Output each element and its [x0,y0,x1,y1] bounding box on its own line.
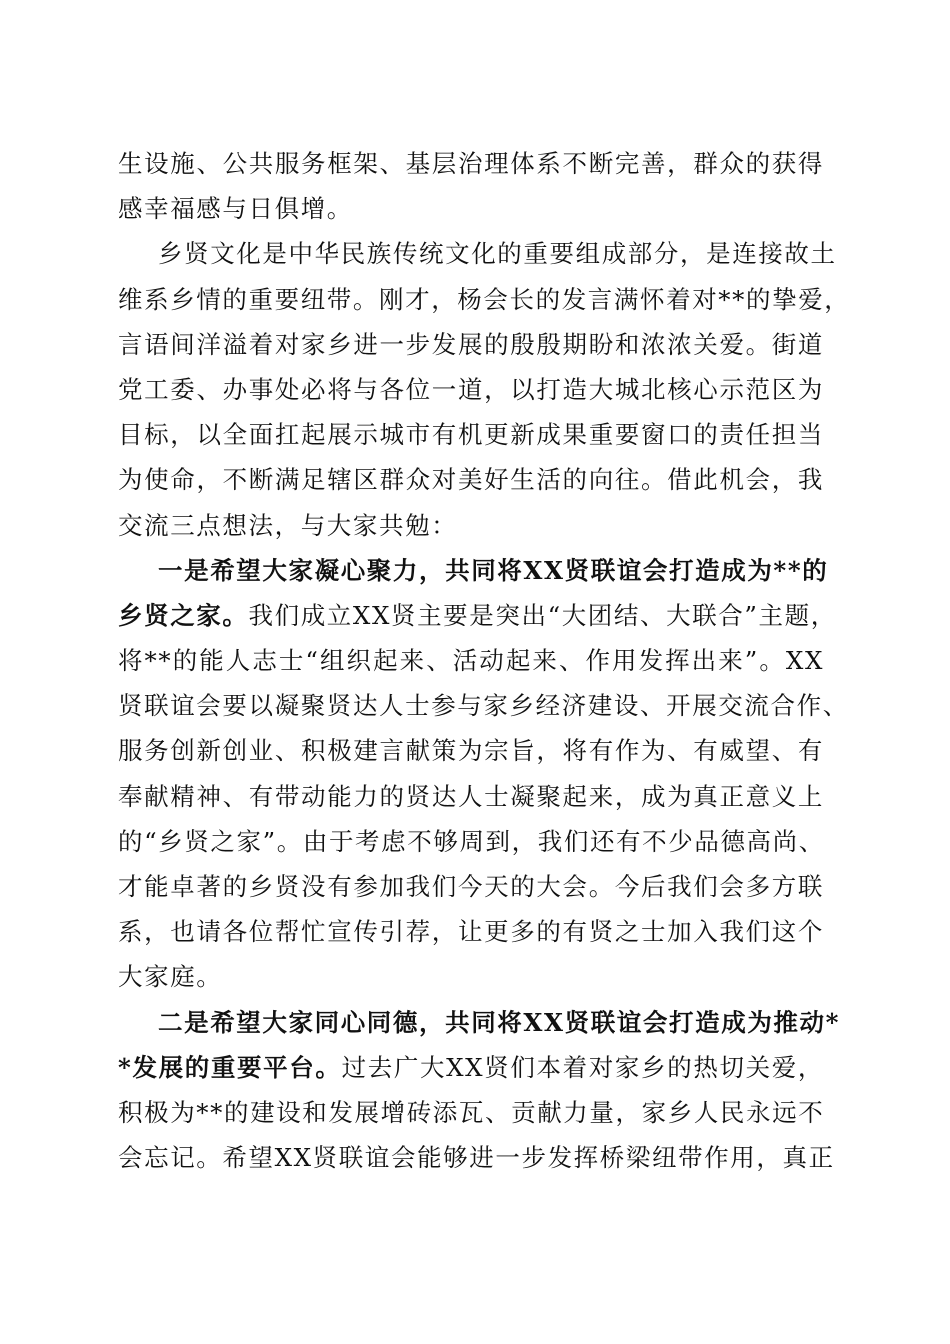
paragraph-line [118,1135,835,1180]
paragraph-line [118,1045,824,1090]
paragraph-text: 奉献精神、有带动能力的贤达人士凝聚起来，成为真正意义上 [118,781,824,811]
paragraph-line [118,819,824,864]
paragraph-line: 维系乡情的重要纽带。刚才，杨会长的发言满怀着对**的挚爱， [118,284,851,314]
paragraph-text: 我们成立XX贤主要是突出“大团结、大联合”主题， [248,600,837,630]
paragraph-text: 将**的能人志士“组织起来、活动起来、作用发挥出来”。XX [118,646,824,676]
bold-heading-text: *发展的重要平台。 [118,1052,342,1082]
bold-heading-text: 二是希望大家同心同德，共同将XX贤联谊会打造成为推动* [158,1007,841,1037]
paragraph-text: 过去广大XX贤们本着对家乡的热切关爱， [341,1052,824,1082]
paragraph-line: 感幸福感与日俱增。 [118,194,353,224]
document-body [118,141,851,1180]
paragraph-text: 服务创新创业、积极建言献策为宗旨，将有作为、有威望、有 [118,736,824,766]
paragraph-line [118,909,824,954]
paragraph-line [118,1090,824,1135]
paragraph-text: 会忘记。希望XX贤联谊会能够进一步发挥桥梁纽带作用，真正 [118,1143,835,1173]
paragraph-line [118,728,824,773]
paragraph-line: 党工委、办事处必将与各位一道，以打造大城北核心示范区为 [118,374,824,404]
paragraph-line [118,1000,841,1045]
paragraph-line: 生设施、公共服务框架、基层治理体系不断完善，群众的获得 [118,149,824,178]
paragraph-line [118,864,824,909]
paragraph-line: 目标，以全面扛起展示城市有机更新成果重要窗口的责任担当 [118,420,824,450]
paragraph-line: 乡贤文化是中华民族传统文化的重要组成部分，是连接故土 [158,239,837,269]
paragraph-line: 言语间洋溢着对家乡进一步发展的殷殷期盼和浓浓关爱。街道 [118,329,824,359]
paragraph-line [118,593,837,638]
paragraph-line [118,954,824,999]
paragraph-text: 系，也请各位帮忙宣传引荐，让更多的有贤之士加入我们这个 [118,917,824,947]
paragraph-line: 交流三点想法，与大家共勉： [118,510,458,540]
paragraph-text: 才能卓著的乡贤没有参加我们今天的大会。今后我们会多方联 [118,872,824,901]
paragraph-text: 的“乡贤之家”。由于考虑不够周到，我们还有不少品德高尚、 [118,826,825,856]
paragraph-line: 为使命，不断满足辖区群众对美好生活的向往。借此机会，我 [118,465,824,495]
paragraph-line [118,774,824,819]
paragraph-text: 大家庭。 [118,962,223,992]
paragraph-line [118,548,829,593]
paragraph-text: 积极为**的建设和发展增砖添瓦、贡献力量，家乡人民永远不 [118,1097,825,1127]
paragraph-line [118,683,849,728]
paragraph-line [118,638,824,683]
bold-heading-text: 一是希望大家凝心聚力，共同将XX贤联谊会打造成为**的 [158,555,829,585]
bold-heading-text: 乡贤之家。 [118,600,249,630]
paragraph-text: 贤联谊会要以凝聚贤达人士参与家乡经济建设、开展交流合作、 [118,691,849,721]
